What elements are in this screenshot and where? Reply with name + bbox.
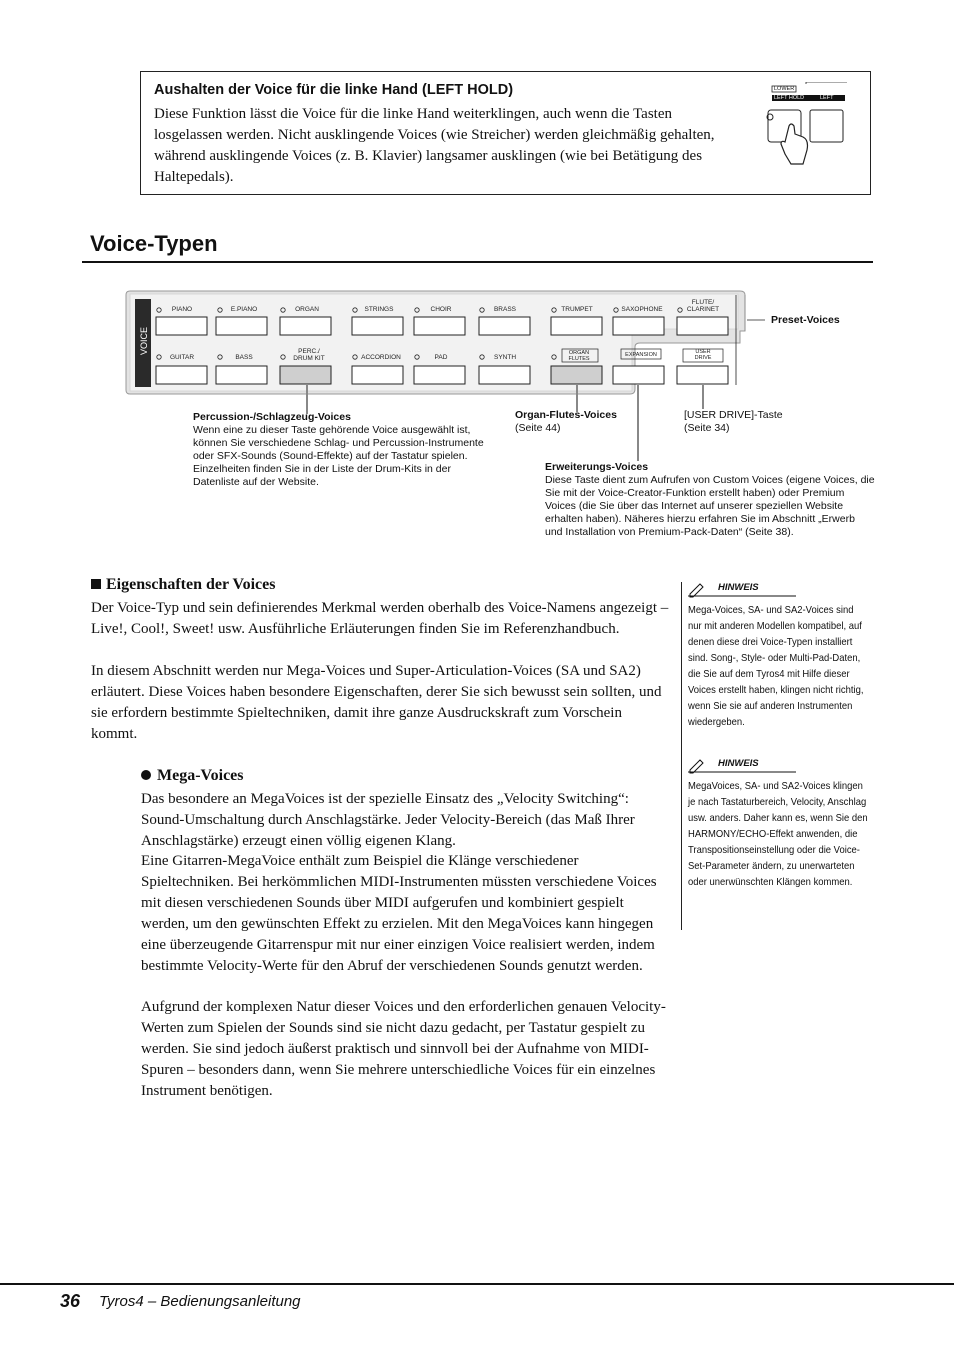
hinweis-sidebar-rule bbox=[681, 582, 682, 930]
lower-label: LOWER bbox=[774, 86, 795, 92]
page-number: 36 bbox=[60, 1291, 81, 1311]
section-divider bbox=[82, 261, 873, 263]
hinweis-1-label: HINWEIS bbox=[718, 582, 759, 593]
user-drive-callout bbox=[684, 409, 814, 435]
footer-title: Tyros4 – Bedienungsanleitung bbox=[99, 1293, 301, 1310]
left-hold-text: Diese Funktion lässt die Voice für die linke Hand weiterklingen, auch wenn die Tasten losgelassen werden. Nicht ausklingende Voices (wie Streicher) werden gleichmäßig gehalten, während ausklingende Voices (z. B. Klavier) langsamer ausklingen (wie bei Betätigung des Haltepedals). bbox=[154, 106, 715, 185]
btn-epiano-label: E.PIANO bbox=[230, 306, 258, 313]
section-title: Voice-Typen bbox=[90, 231, 218, 256]
organ-flutes-callout bbox=[515, 409, 645, 435]
left-label: LEFT bbox=[820, 95, 834, 101]
user-drive-callout-title: [USER DRIVE]-Taste bbox=[684, 409, 783, 421]
left-hold-label: LEFT HOLD bbox=[774, 95, 805, 101]
btn-pad-label: PAD bbox=[434, 354, 448, 361]
btn-accordion-label: ACCORDION bbox=[361, 354, 401, 361]
round-bullet-icon bbox=[141, 770, 151, 780]
percussion-callout bbox=[193, 411, 493, 489]
percussion-callout-title: Percussion-/Schlagzeug-Voices bbox=[193, 411, 351, 423]
hinweis-2-label: HINWEIS bbox=[718, 758, 759, 769]
mega-voices-p2: Eine Gitarren-MegaVoice enthält zum Beispiel die Klänge verschiedener Spieltechniken. Bei herkömmlichen MIDI-Instrumenten müssten verschiedene Voices mit diesen verschiedenen Sounds über MIDI aufgerufen und kombiniert gespielt werden, um den gewünschten Effekt zu erzielen. Mit den MegaVoices kann hingegen eine überzeugende Gitarrenspur mit nur einer einzigen Voice realisiert werden, indem bestimmte Velocity-Werte für den Abruf der verschiedenen Sounds genutzt werden. bbox=[141, 853, 657, 974]
btn-guitar-label: GUITAR bbox=[169, 354, 195, 361]
eigenschaften-p2: In diesem Abschnitt werden nur Mega-Voices und Super-Articulation-Voices (SA und SA2) erläutert. Diese Voices haben besondere Eigenschaften, derer Sie sich bewusst sein sollten, und sie erfordern bestimmte Spieltechniken, damit ihre ganze Ausdruckskraft zum Vorschein kommt. bbox=[91, 663, 662, 742]
hinweis-1-text: Mega-Voices, SA- und SA2-Voices sind nur mit anderen Modellen kompatibel, auf denen diese drei Voice-Typen installiert sind. Song-, Style- oder Multi-Pad-Daten, die Sie auf dem Tyros4 mit Hilfe dieser Voices erstellt haben, klingen nicht richtig, wenn Sie sie auf anderen Instrumenten wiedergeben. bbox=[688, 604, 864, 728]
expansion-callout-title: Erweiterungs-Voices bbox=[545, 461, 649, 473]
expansion-callout bbox=[545, 461, 875, 539]
hinweis-2-text: MegaVoices, SA- und SA2-Voices klingen je nach Tastaturbereich, Velocity, Anschlag usw. anders. Daher kann es, wenn Sie den HARMONY/ECHO-Effekt anwenden, die Transpositionseinstellung oder die Voice-Set-Parameter ändern, zu unerwarteten oder unerwünschten Klängen kommen. bbox=[688, 780, 868, 888]
btn-saxophone-label: SAXOPHONE bbox=[621, 306, 663, 313]
organ-flutes-callout-title: Organ-Flutes-Voices bbox=[515, 409, 617, 421]
left-hold-heading: Aushalten der Voice für die linke Hand (LEFT HOLD) bbox=[154, 82, 514, 98]
eigenschaften-p1: Der Voice-Typ und sein definierendes Merkmal werden oberhalb des Voice-Namens angezeigt – Live!, Cool!, Sweet! usw. Ausführliche Erläuterungen finden Sie im Referenzhandbuch. bbox=[91, 600, 669, 637]
mega-voices-heading: Mega-Voices bbox=[141, 767, 244, 785]
voice-side-label: VOICE bbox=[139, 326, 149, 355]
btn-organ-flutes-label: ORGAN FLUTES bbox=[568, 350, 590, 362]
btn-synth-label: SYNTH bbox=[493, 354, 517, 361]
user-drive-callout-text: (Seite 34) bbox=[684, 422, 730, 434]
btn-piano-label: PIANO bbox=[171, 306, 193, 313]
btn-flute-clarinet-label: FLUTE/ CLARINET bbox=[686, 299, 720, 313]
btn-organ-label: ORGAN bbox=[295, 306, 319, 313]
percussion-callout-text: Wenn eine zu dieser Taste gehörende Voice ausgewählt ist, können Sie verschiedene Schlag- und Percussion-Instrumente oder SFX-Sounds (Sound-Effekte) auf der Tastatur spielen. Einzelheiten finden Sie in der Liste der Drum-Kits in der Datenliste auf der Website. bbox=[193, 424, 484, 488]
btn-perc-drumkit-label: PERC./ DRUM KIT bbox=[293, 348, 325, 362]
expansion-callout-text: Diese Taste dient zum Aufrufen von Custom Voices (eigene Voices, die Sie mit der Voice-Creator-Funktion erstellt haben) oder Premium Voices (die Sie über das Internet auf unserer speziellen Website erhalten haben). Näheres hierzu erfahren Sie im Abschnitt „Erwerb und Installation von Premium-Pack-Daten“ (Seite 38). bbox=[545, 474, 875, 538]
btn-strings-label: STRINGS bbox=[364, 306, 394, 313]
btn-user-drive-label: USER DRIVE bbox=[694, 349, 712, 361]
mega-voices-p3: Aufgrund der komplexen Natur dieser Voices und den erforderlichen genauen Velocity-Werten zum Spielen der Sounds sind sie nicht dazu gedacht, per Tastatur gespielt zu werden. Sie sind jedoch äußerst praktisch und sinnvoll bei der Aufnahme von MIDI-Spuren – besonders dann, wenn Sie mehrere unterschiedliche Voices für ein einzelnes Instrument benötigen. bbox=[141, 999, 666, 1099]
preset-voices-callout: Preset-Voices bbox=[771, 314, 840, 326]
organ-flutes-callout-text: (Seite 44) bbox=[515, 422, 561, 434]
btn-expansion-label: EXPANSION bbox=[625, 352, 657, 358]
square-bullet-icon bbox=[91, 579, 101, 589]
btn-bass-label: BASS bbox=[235, 354, 253, 361]
btn-trumpet-label: TRUMPET bbox=[561, 306, 593, 313]
eigenschaften-heading: Eigenschaften der Voices bbox=[91, 576, 275, 594]
btn-brass-label: BRASS bbox=[493, 306, 517, 313]
mega-voices-p1: Das besondere an MegaVoices ist der spezielle Einsatz des „Velocity Switching“: Sound-Umschaltung durch Anschlagstärke. Jeder Velocity-Bereich (das Maß Ihrer Anschlagstärke) erzeugt einen völlig eigenen Klang. bbox=[141, 791, 635, 849]
left-hold-box bbox=[140, 71, 871, 195]
btn-choir-label: CHOIR bbox=[430, 306, 452, 313]
footer-divider bbox=[0, 1283, 954, 1285]
